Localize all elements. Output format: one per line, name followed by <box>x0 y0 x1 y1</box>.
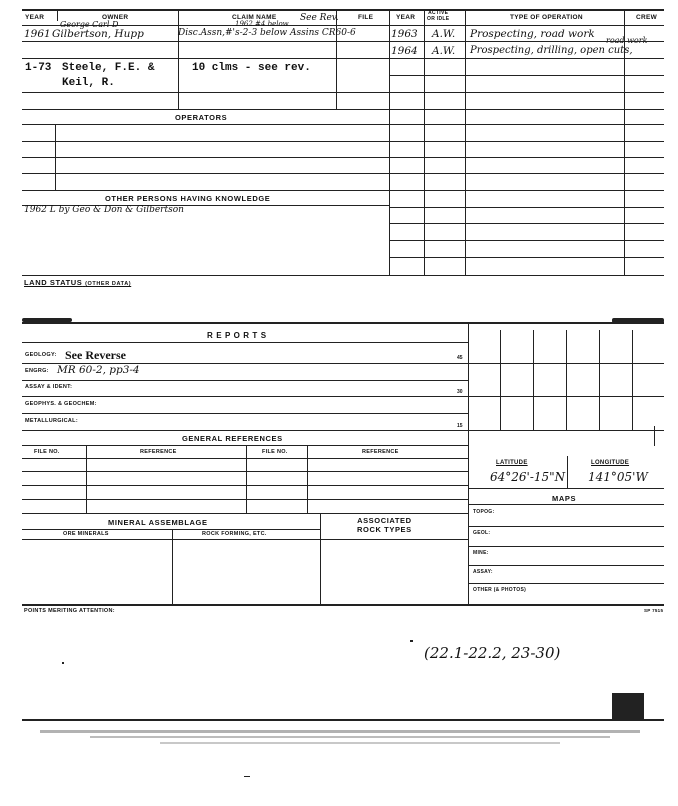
engrg-label: ENGRG: <box>25 368 49 374</box>
header-claim-name: CLAIM NAME <box>232 14 277 21</box>
scan-smudge <box>90 736 610 738</box>
owner-above-1: George Carl D <box>60 20 119 29</box>
gen-ref-divider <box>307 445 308 513</box>
grid-row <box>468 396 664 397</box>
metallurgical-line <box>22 430 468 431</box>
reports-top-line <box>22 322 664 324</box>
col-claim-file <box>336 9 337 109</box>
claim-above-1: 1962 #4 below <box>235 20 289 28</box>
maps-row-line <box>468 583 664 584</box>
points-meriting-label: POINTS MERITING ATTENTION: <box>24 608 115 614</box>
maps-mine: MINE: <box>473 550 489 556</box>
grid-row <box>468 430 664 431</box>
land-status-sub: (OTHER DATA) <box>85 281 132 287</box>
ops-row-line <box>389 190 664 191</box>
owner-name-2b: Keil, R. <box>62 77 115 89</box>
reports-rule <box>22 342 468 343</box>
ops-row-line <box>389 58 664 59</box>
mineral-bottom-line <box>22 604 664 606</box>
grid-col <box>632 330 633 430</box>
ore-minerals-label: ORE MINERALS <box>63 531 109 537</box>
grid-col <box>599 330 600 430</box>
owner-year-1: 1961 <box>24 28 51 40</box>
col-ops-year <box>424 9 425 275</box>
ops-row-line <box>389 223 664 224</box>
general-references-title: GENERAL REFERENCES <box>182 434 283 443</box>
grid-col <box>566 330 567 430</box>
gen-ref-divider <box>86 445 87 513</box>
bracket-mark <box>654 426 655 446</box>
gen-ref-col-ref-2: REFERENCE <box>362 449 399 455</box>
longitude-label: LONGITUDE <box>591 460 630 466</box>
operators-row-line <box>22 173 389 174</box>
scan-rule <box>22 719 664 721</box>
operators-row-line <box>22 141 389 142</box>
gen-ref-row-line <box>22 485 468 486</box>
gen-ref-header-line <box>22 458 468 459</box>
ops-status-1: A.W. <box>432 28 456 40</box>
knowledge-entry: 1962 L by Geo & Don & Gilbertson <box>24 205 184 215</box>
reports-title: R E P O R T S <box>207 331 267 340</box>
maps-title: MAPS <box>552 494 577 503</box>
col-owner-claim <box>178 9 179 109</box>
gen-ref-col-file-1: FILE NO. <box>34 449 60 455</box>
gen-ref-col-ref-1: REFERENCE <box>140 449 177 455</box>
grid-col <box>533 330 534 430</box>
claim-name-1: Disc.Assn,#'s-2-3 below Assins CR60-6 <box>178 28 356 38</box>
ops-type-above-2: road work <box>606 36 648 45</box>
ops-row-line <box>389 141 664 142</box>
ops-type-2: Prospecting, drilling, open cuts, <box>470 45 633 56</box>
reports-right-divider <box>468 322 469 604</box>
col-year-owner <box>57 9 58 21</box>
grid-row <box>468 363 664 364</box>
ops-year-2: 1964 <box>391 45 418 57</box>
owner-row-line <box>22 58 389 59</box>
operators-row-line <box>22 190 389 191</box>
metallurgical-label: METALLURGICAL: <box>25 418 78 424</box>
longitude-value: 141°05'W <box>588 470 648 484</box>
scan-mark-right <box>612 318 664 323</box>
geophys-label: GEOPHYS. & GEOCHEM: <box>25 401 97 407</box>
latlong-divider <box>567 456 568 488</box>
ops-status-2: A.W. <box>432 45 456 57</box>
geology-label: GEOLOGY: <box>25 352 57 358</box>
maps-geol: GEOL: <box>473 530 491 536</box>
ops-row-line <box>389 207 664 208</box>
operators-title: OPERATORS <box>175 113 228 122</box>
maps-row-line <box>468 526 664 527</box>
land-status-label: LAND STATUS <box>24 278 83 287</box>
mineral-divider <box>320 513 321 604</box>
grid-number-30: 30 <box>457 389 463 395</box>
maps-row-line <box>468 565 664 566</box>
scan-smudge <box>40 730 640 733</box>
scan-dot <box>410 640 413 642</box>
mineral-sub-rule <box>22 529 320 530</box>
ops-row-line <box>389 75 664 76</box>
latitude-value: 64°26'-15"N <box>490 470 566 484</box>
ops-row-line <box>389 109 664 110</box>
ops-row-line <box>389 92 664 93</box>
grid-col <box>500 330 501 430</box>
mineral-divider <box>172 529 173 604</box>
ops-row-line <box>389 157 664 158</box>
gen-ref-col-file-2: FILE NO. <box>262 449 288 455</box>
header-owner: OWNER <box>102 14 129 21</box>
mineral-top-line <box>22 513 468 514</box>
col-ops-active <box>465 9 466 275</box>
scan-smudge <box>160 742 560 744</box>
page-reference-annotation: (22.1-22.2, 23-30) <box>424 644 561 662</box>
header-active-idle: ACTIVE OR IDLE <box>427 10 450 22</box>
top-border <box>22 9 664 11</box>
scan-dot <box>62 662 64 664</box>
engrg-line <box>22 380 468 381</box>
ops-row-line <box>389 240 664 241</box>
latitude-label: LATITUDE <box>496 460 528 466</box>
maps-assay: ASSAY: <box>473 569 493 575</box>
maps-topog: TOPOG: <box>473 509 495 515</box>
header-file: FILE <box>358 14 374 21</box>
maps-row-line <box>468 546 664 547</box>
grid-number-15: 15 <box>457 423 463 429</box>
owner-year-2: 1-73 <box>25 62 52 74</box>
col-left-right <box>389 9 390 275</box>
geophys-line <box>22 413 468 414</box>
gen-ref-row-line <box>22 471 468 472</box>
scan-dot <box>244 776 250 777</box>
ops-row-line <box>389 173 664 174</box>
gen-ref-rule <box>22 445 468 446</box>
latlong-bottom-line <box>468 488 664 489</box>
knowledge-title: OTHER PERSONS HAVING KNOWLEDGE <box>105 194 271 203</box>
land-status-title <box>24 278 131 287</box>
header-year: YEAR <box>25 14 45 21</box>
owner-name-2: Steele, F.E. & <box>62 62 155 74</box>
grid-number-45: 45 <box>457 355 463 361</box>
geology-value: See Reverse <box>65 348 126 362</box>
form-number: SP 7515 <box>644 608 664 613</box>
rock-forming-label: ROCK FORMING, ETC. <box>202 531 267 537</box>
maps-rule <box>468 504 664 505</box>
scan-mark-left <box>22 318 72 322</box>
owner-row-line <box>22 92 389 93</box>
mineral-assemblage-title: MINERAL ASSEMBLAGE <box>108 518 208 527</box>
operators-divider <box>55 124 56 190</box>
assay-label: ASSAY & IDENT: <box>25 384 73 390</box>
owner-row-line <box>22 109 389 110</box>
maps-other: OTHER (& PHOTOS) <box>473 587 527 593</box>
claim-note-1: See Rev. <box>300 13 339 23</box>
gen-ref-row-line <box>22 499 468 500</box>
scan-block <box>612 693 644 721</box>
ops-row-line <box>389 124 664 125</box>
mineral-header-line <box>22 539 468 540</box>
ops-year-1: 1963 <box>391 28 418 40</box>
owner-row-line <box>22 41 389 42</box>
header-crew: CREW <box>636 14 658 21</box>
ops-row-line <box>389 41 664 42</box>
operators-row-line <box>22 157 389 158</box>
ops-row-line <box>389 257 664 258</box>
ops-type-1: Prospecting, road work <box>470 28 595 40</box>
operators-rule <box>22 124 389 125</box>
assay-line <box>22 396 468 397</box>
gen-ref-divider <box>246 445 247 513</box>
ops-bottom-line <box>22 275 664 276</box>
engrg-value: MR 60-2, pp3-4 <box>57 364 140 376</box>
claim-name-2: 10 clms - see rev. <box>192 62 311 74</box>
header-type-of-operation: TYPE OF OPERATION <box>510 14 583 21</box>
owner-name-1: Gilbertson, Hupp <box>52 28 144 40</box>
associated-rock-types: ASSOCIATED ROCK TYPES <box>357 516 412 534</box>
header-year-ops: YEAR <box>396 14 416 21</box>
